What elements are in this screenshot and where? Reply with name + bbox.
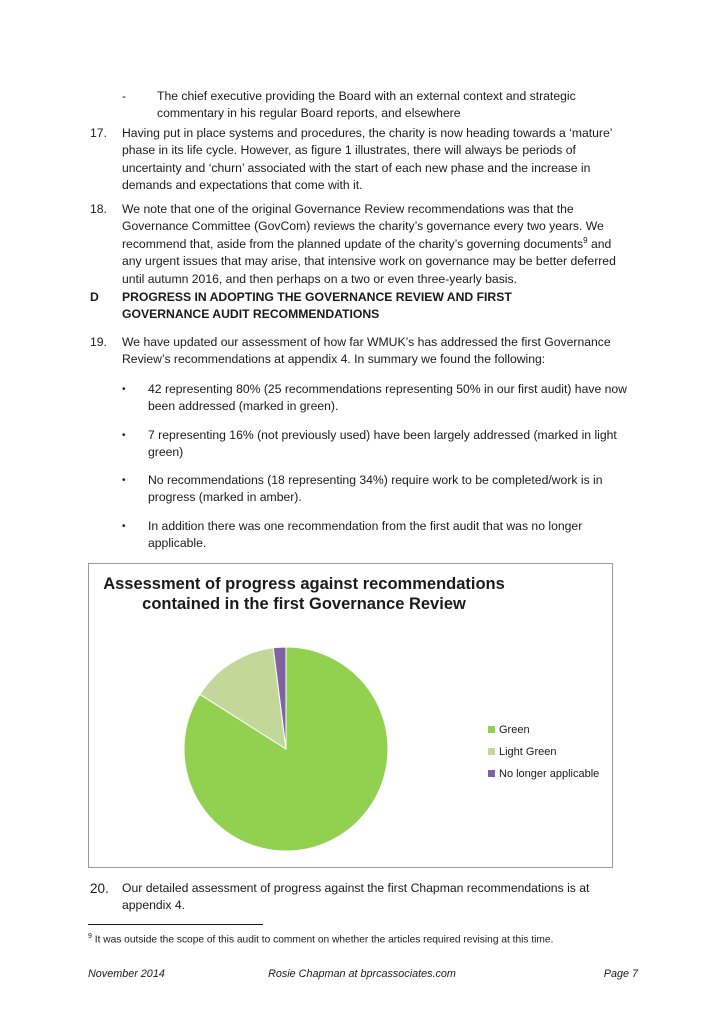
paragraph-number-18: 18. <box>90 202 107 216</box>
footer-page-number: Page 7 <box>603 968 638 980</box>
paragraph-number-19: 19. <box>90 335 107 349</box>
legend-item-light-green <box>488 745 556 759</box>
bullet-icon: • <box>122 475 126 486</box>
pie-plot <box>89 564 612 867</box>
pie-chart <box>88 563 613 868</box>
chart-title-line2: contained in the first Governance Review <box>142 595 466 613</box>
footnote-text: It was outside the scope of this audit to comment on whether the articles required revising at this time. <box>91 934 554 946</box>
bullet-item: 42 representing 80% (25 recommendations representing 50% in our first audit) have now been addressed (marked in green). <box>148 382 627 414</box>
legend-item-no-longer-applicable <box>488 767 599 781</box>
bullet-item: No recommendations (18 representing 34%) require work to be completed/work is in progress (marked in amber). <box>148 473 603 505</box>
paragraph-number-20: 20. <box>90 881 109 896</box>
bullet-icon: • <box>122 384 126 395</box>
footnote <box>88 930 648 947</box>
section-letter: D <box>90 290 99 304</box>
paragraph-18-text-b: and any urgent issues that may arise, that intensive work on governance may be better deferred until autumn 2016, and then perhaps on a two or even three-yearly basis. <box>122 236 616 286</box>
footnote-divider <box>88 924 263 925</box>
bullet-item: 7 representing 16% (not previously used) have been largely addressed (marked in light green) <box>148 428 617 460</box>
bullet-icon: • <box>122 521 126 532</box>
legend-swatch <box>488 726 495 733</box>
paragraph-20: Our detailed assessment of progress against the first Chapman recommendations is at appendix 4. <box>122 881 590 913</box>
footer-date: November 2014 <box>88 968 165 980</box>
legend-item-green <box>488 723 530 737</box>
paragraph-18 <box>122 201 630 288</box>
dash-marker: - <box>122 89 127 103</box>
bullet-item: In addition there was one recommendation from the first audit that was no longer applicable. <box>148 519 583 551</box>
footer-author: Rosie Chapman at bprcassociates.com <box>268 968 456 980</box>
paragraph-17: Having put in place systems and procedures, the charity is now heading towards a ‘mature’ phase in its life cycle. However, as figure 1 illustrates, there will always be periods of uncertainty and ‘churn’ associated with the start of each new phase and the increase in demands and expectations that come with it. <box>122 126 613 193</box>
dash-item-text: The chief executive providing the Board with an external context and strategic commentary in his regular Board reports, and elsewhere <box>157 89 576 121</box>
paragraph-number-17: 17. <box>90 126 107 140</box>
section-heading: PROGRESS IN ADOPTING THE GOVERNANCE REVIEW AND FIRST GOVERNANCE AUDIT RECOMMENDATIONS <box>122 290 512 322</box>
chart-title-line1: Assessment of progress against recommendations <box>103 575 505 593</box>
footnote-marker: 9 <box>88 933 92 940</box>
footnote-reference[interactable]: 9 <box>583 235 588 245</box>
legend-label: Light Green <box>499 746 557 758</box>
bullet-icon: • <box>122 430 126 441</box>
legend-label: No longer applicable <box>499 768 600 780</box>
legend-swatch <box>488 748 495 755</box>
legend-label: Green <box>499 724 530 736</box>
legend-swatch <box>488 770 495 777</box>
paragraph-18-text-a: We note that one of the original Governance Review recommendations was that the Governance Committee (GovCom) reviews the charity’s governance every two years. We recommend that, aside from the planned update of the charity’s governing documents <box>122 202 604 251</box>
paragraph-19: We have updated our assessment of how far WMUK’s has addressed the first Governance Review’s recommendations at appendix 4. In summary we found the following: <box>122 335 611 367</box>
